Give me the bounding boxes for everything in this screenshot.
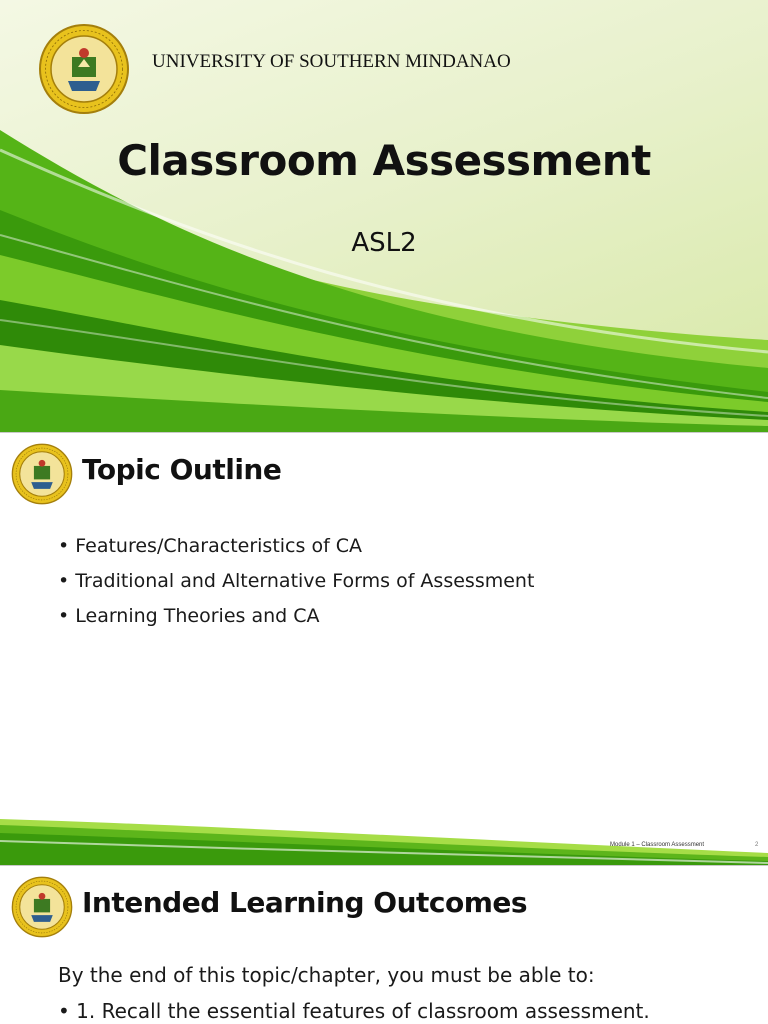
university-seal-icon — [38, 23, 130, 115]
bullet-item: • Traditional and Alternative Forms of Assessment — [58, 570, 535, 592]
university-name: UNIVERSITY OF SOUTHERN MINDANAO — [152, 51, 511, 72]
slide-footer: Module 1 – Classroom Assessment — [610, 842, 705, 848]
intro-text: By the end of this topic/chapter, you must be able to: — [58, 963, 595, 987]
topic-outline-slide — [0, 433, 768, 865]
bullet-item: • Features/Characteristics of CA — [58, 535, 363, 557]
title-slide — [0, 0, 768, 432]
learning-outcomes-slide — [0, 866, 768, 1024]
slide-subtitle: ASL2 — [351, 228, 417, 258]
slide-heading: Topic Outline — [82, 453, 282, 486]
bullet-item: • Learning Theories and CA — [58, 605, 320, 627]
university-seal-icon — [11, 443, 73, 505]
page-number: 2 — [755, 842, 759, 848]
slide-title: Classroom Assessment — [117, 136, 651, 185]
bullet-list — [58, 533, 534, 638]
green-footer-wave — [0, 811, 768, 865]
outcome-item: • 1. Recall the essential features of classroom assessment. — [58, 999, 650, 1023]
slide-heading: Intended Learning Outcomes — [82, 886, 528, 919]
university-seal-icon — [11, 876, 73, 938]
